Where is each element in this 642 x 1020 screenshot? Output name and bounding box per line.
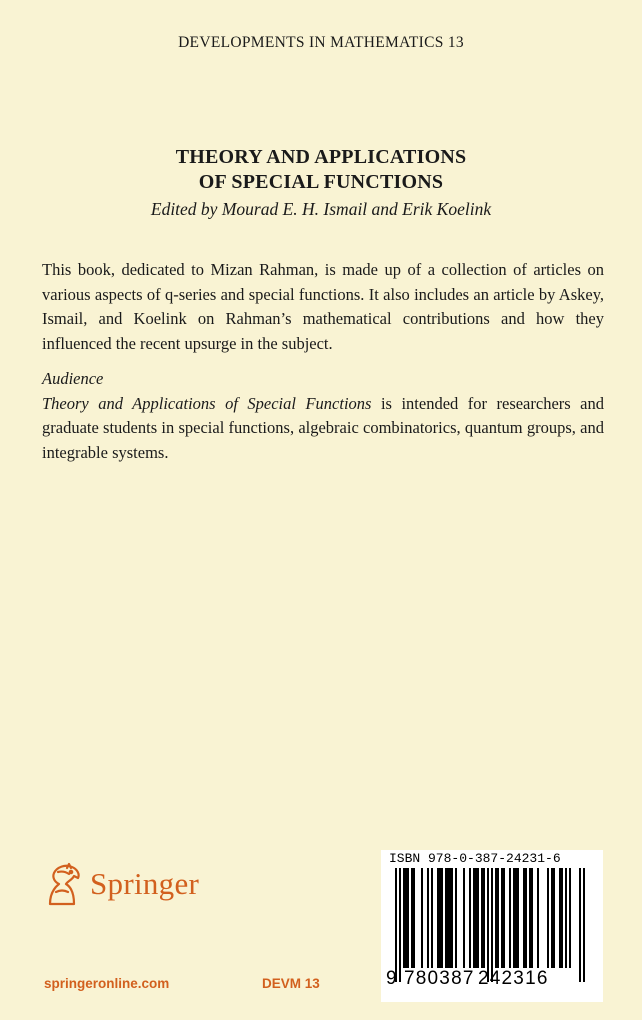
barcode-bar: [455, 868, 457, 968]
barcode-bar: [441, 868, 443, 968]
barcode-bar: [501, 868, 503, 968]
springer-horse-icon: [44, 862, 84, 906]
barcode-bar: [553, 868, 555, 968]
isbn-label: ISBN 978-0-387-24231-6: [389, 851, 561, 866]
springer-wordmark: Springer: [90, 866, 200, 901]
barcode-bar: [537, 868, 539, 968]
barcode-bar: [421, 868, 423, 968]
book-title: [0, 145, 642, 195]
barcode-bar: [569, 868, 571, 968]
barcode-bar: [413, 868, 415, 968]
barcode-bar: [579, 868, 581, 982]
barcode-bar: [515, 868, 517, 968]
barcode-bar: [483, 868, 485, 968]
springer-logo: [44, 859, 199, 909]
barcode-bar: [529, 868, 531, 968]
barcode-bar: [473, 868, 475, 968]
barcode-digits-left: 780387: [404, 968, 475, 989]
barcode-bar: [445, 868, 447, 968]
barcode-bar: [559, 868, 561, 968]
description-paragraph: This book, dedicated to Mizan Rahman, is made up of a collection of articles on various aspects of q-series and special functions. It also includes an article by Askey, Ismail, and Koelink on Rahman’s mathematical contributions and how they influenced the recent upsurge in the subject.: [42, 260, 604, 353]
barcode-bar: [431, 868, 433, 968]
audience-section: [42, 367, 604, 465]
barcode-bar: [583, 868, 585, 982]
barcode-bar: [447, 868, 449, 968]
barcode-bar: [403, 868, 405, 968]
barcode-bar: [449, 868, 451, 968]
barcode-bar: [437, 868, 439, 968]
series-line: DEVELOPMENTS IN MATHEMATICS 13: [178, 34, 464, 51]
book-title-line-2: OF SPECIAL FUNCTIONS: [198, 171, 444, 193]
barcode-bar: [477, 868, 479, 968]
barcode-digits-right: 242316: [478, 968, 549, 989]
barcode-bar: [531, 868, 533, 968]
barcode-bar: [561, 868, 563, 968]
audience-text: [42, 392, 604, 466]
series-code: DEVM 13: [262, 976, 320, 991]
barcode-bar: [427, 868, 429, 968]
barcode-bar: [475, 868, 477, 968]
barcode-bar: [439, 868, 441, 968]
barcode-bar: [565, 868, 567, 968]
audience-heading: Audience: [42, 369, 104, 388]
barcode-bar: [469, 868, 471, 968]
audience-body: is intended for researchers and graduate students in special functions, algebraic combinatorics, quantum groups, and integrable systems.: [42, 393, 605, 462]
barcode-bar: [463, 868, 465, 968]
barcode-bar: [523, 868, 525, 968]
barcode-bar: [513, 868, 515, 968]
barcode-bar: [491, 868, 493, 982]
barcode-bar: [495, 868, 497, 968]
editors-line: Edited by Mourad E. H. Ismail and Erik Koelink: [150, 199, 492, 219]
barcode-bar: [547, 868, 549, 968]
barcode-bar: [481, 868, 483, 968]
barcode-bar: [503, 868, 505, 968]
barcode-digit-first: 9: [386, 968, 398, 989]
barcode-bar: [525, 868, 527, 968]
barcode-bar: [407, 868, 409, 968]
barcode-bar: [551, 868, 553, 968]
barcode-bar: [497, 868, 499, 968]
book-title-line-1: THEORY AND APPLICATIONS: [175, 146, 467, 168]
barcode-bar: [411, 868, 413, 968]
publisher-website: springeronline.com: [44, 976, 170, 991]
barcode-bar: [451, 868, 453, 968]
audience-book-title: Theory and Applications of Special Functions: [42, 393, 372, 413]
barcode-bar: [517, 868, 519, 968]
barcode-bar: [487, 868, 489, 982]
barcode-bar: [399, 868, 401, 982]
barcode-bar: [395, 868, 397, 982]
barcode-bar: [405, 868, 407, 968]
barcode-bar: [509, 868, 511, 968]
